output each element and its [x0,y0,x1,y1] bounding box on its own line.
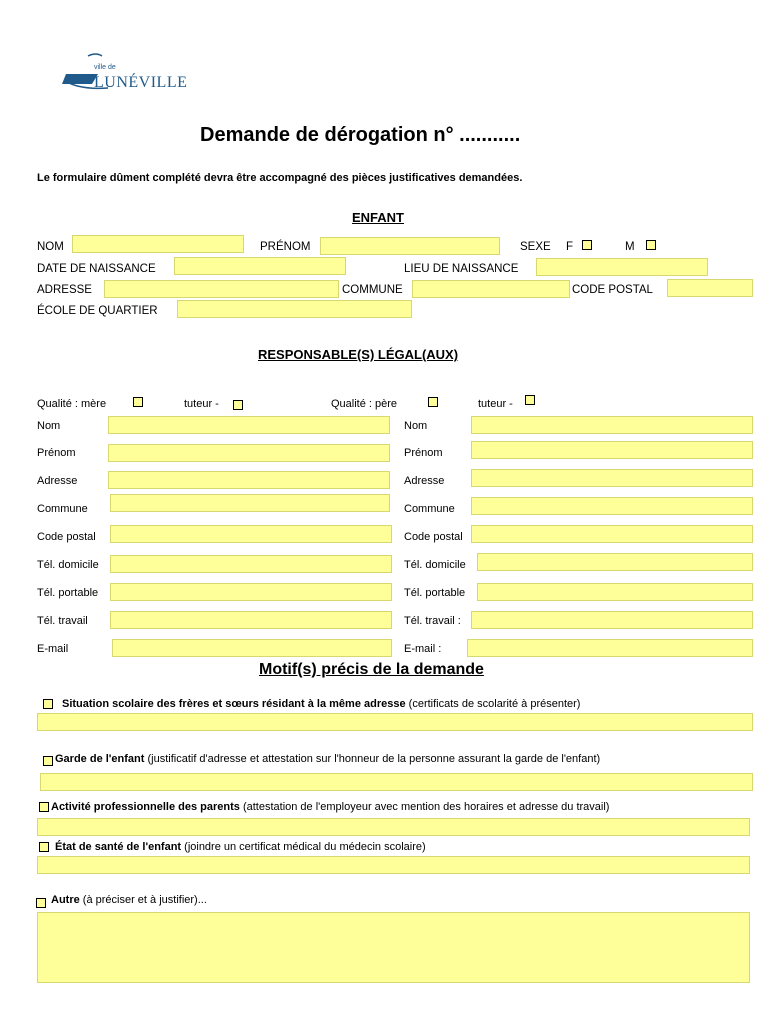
label-tuteur-left: tuteur - [184,398,219,410]
label-left-tel-domicile: Tél. domicile [37,559,99,571]
motif-autre-bold: Autre [51,894,80,906]
date-naissance-field[interactable] [174,257,346,275]
label-code-postal: CODE POSTAL [572,284,653,296]
right-tel-domicile-field[interactable] [477,553,753,571]
section-responsables-heading: RESPONSABLE(S) LÉGAL(AUX) [258,347,459,362]
motif-sante-bold: État de santé de l'enfant [55,841,182,853]
left-tel-domicile-field[interactable] [110,555,392,573]
motif-autre-field[interactable] [37,912,750,983]
section-motifs-heading: Motif(s) précis de la demande [259,661,484,678]
motif-garde-field[interactable] [40,773,753,791]
logo-name: LUNÉVILLE [94,74,188,91]
label-left-prenom: Prénom [37,447,76,459]
instructions: Le formulaire dûment complété devra être accompagné des pièces justificatives demandées. [37,172,523,184]
right-commune-field[interactable] [471,497,753,515]
label-right-prenom: Prénom [404,447,443,459]
label-left-tel-travail: Tél. travail [37,615,88,627]
label-right-email: E-mail : [404,643,442,655]
ecole-field[interactable] [177,300,412,318]
motif-activite-bold: Activité professionnelle des parents [51,801,240,813]
prenom-field[interactable] [320,237,500,255]
tuteur-left-checkbox[interactable] [233,400,243,410]
page-title: Demande de dérogation n° ........... [200,124,521,146]
motif-garde-bold: Garde de l'enfant [55,753,145,765]
left-tel-portable-field[interactable] [110,583,392,601]
left-email-field[interactable] [112,639,392,657]
motif-sante-detail: (joindre un certificat médical du médecin scolaire) [181,841,426,853]
motif-activite-label [51,800,609,814]
label-qualite-mere: Qualité : mère [37,398,107,410]
motif-situation-bold: Situation scolaire des frères et sœurs résidant à la même adresse [62,698,406,710]
label-right-tel-portable: Tél. portable [404,587,466,599]
nom-field[interactable] [72,235,244,253]
label-m: M [625,241,635,253]
motif-sante-checkbox[interactable] [39,842,49,852]
tuteur-right-checkbox[interactable] [525,395,535,405]
motif-activite-field[interactable] [37,818,750,836]
motif-garde-checkbox[interactable] [43,756,53,766]
motif-situation-detail: (certificats de scolarité à présenter) [405,698,581,710]
label-f: F [566,241,574,253]
motif-activite-checkbox[interactable] [39,802,49,812]
right-email-field[interactable] [467,639,753,657]
left-tel-travail-field[interactable] [110,611,392,629]
sexe-m-checkbox[interactable] [646,240,656,250]
motif-sante-field[interactable] [37,856,750,874]
logo-small-text: ville de [94,64,116,71]
label-qualite-pere: Qualité : père [331,398,398,410]
motif-sante-label [55,840,426,854]
right-nom-field[interactable] [471,416,753,434]
sexe-f-checkbox[interactable] [582,240,592,250]
label-left-nom: Nom [37,420,61,432]
label-prenom: PRÉNOM [260,241,311,253]
left-adresse-field[interactable] [108,471,390,489]
label-nom: NOM [37,241,64,253]
label-right-nom: Nom [404,420,428,432]
right-adresse-field[interactable] [471,469,753,487]
motif-autre-detail: (à préciser et à justifier)... [79,894,207,906]
label-left-tel-portable: Tél. portable [37,587,99,599]
label-left-email: E-mail [37,643,69,655]
label-right-commune: Commune [404,503,455,515]
commune-field[interactable] [412,280,570,298]
motif-situation-label [62,697,580,711]
right-prenom-field[interactable] [471,441,753,459]
label-adresse: ADRESSE [37,284,92,296]
motif-activite-detail: (attestation de l'employeur avec mention des horaires et adresse du travail) [239,801,610,813]
label-tuteur-right: tuteur - [478,398,513,410]
label-sexe: SEXE [520,241,551,253]
label-left-commune: Commune [37,503,88,515]
adresse-field[interactable] [104,280,339,298]
lieu-naissance-field[interactable] [536,258,708,276]
motif-situation-checkbox[interactable] [43,699,53,709]
motif-garde-detail: (justificatif d'adresse et attestation sur l'honneur de la personne assurant la garde de l'enfant) [144,753,601,765]
left-code-postal-field[interactable] [110,525,392,543]
label-lieu-naissance: LIEU DE NAISSANCE [404,263,519,275]
section-enfant-heading: ENFANT [352,210,404,225]
motif-autre-label [51,893,207,907]
right-code-postal-field[interactable] [471,525,753,543]
motif-autre-checkbox[interactable] [36,898,46,908]
label-right-tel-domicile: Tél. domicile [404,559,466,571]
label-date-naissance: DATE DE NAISSANCE [37,263,156,275]
label-right-adresse: Adresse [404,475,445,487]
right-tel-portable-field[interactable] [477,583,753,601]
label-commune: COMMUNE [342,284,403,296]
qualite-pere-checkbox[interactable] [428,397,438,407]
code-postal-field[interactable] [667,279,753,297]
motif-garde-label [55,752,600,766]
label-ecole: ÉCOLE DE QUARTIER [37,305,158,317]
qualite-mere-checkbox[interactable] [133,397,143,407]
left-nom-field[interactable] [108,416,390,434]
left-prenom-field[interactable] [108,444,390,462]
label-right-tel-travail: Tél. travail : [404,615,461,627]
right-tel-travail-field[interactable] [471,611,753,629]
label-right-code-postal: Code postal [404,531,463,543]
label-left-adresse: Adresse [37,475,78,487]
logo [58,50,208,102]
left-commune-field[interactable] [110,494,390,512]
motif-situation-field[interactable] [37,713,753,731]
label-left-code-postal: Code postal [37,531,96,543]
